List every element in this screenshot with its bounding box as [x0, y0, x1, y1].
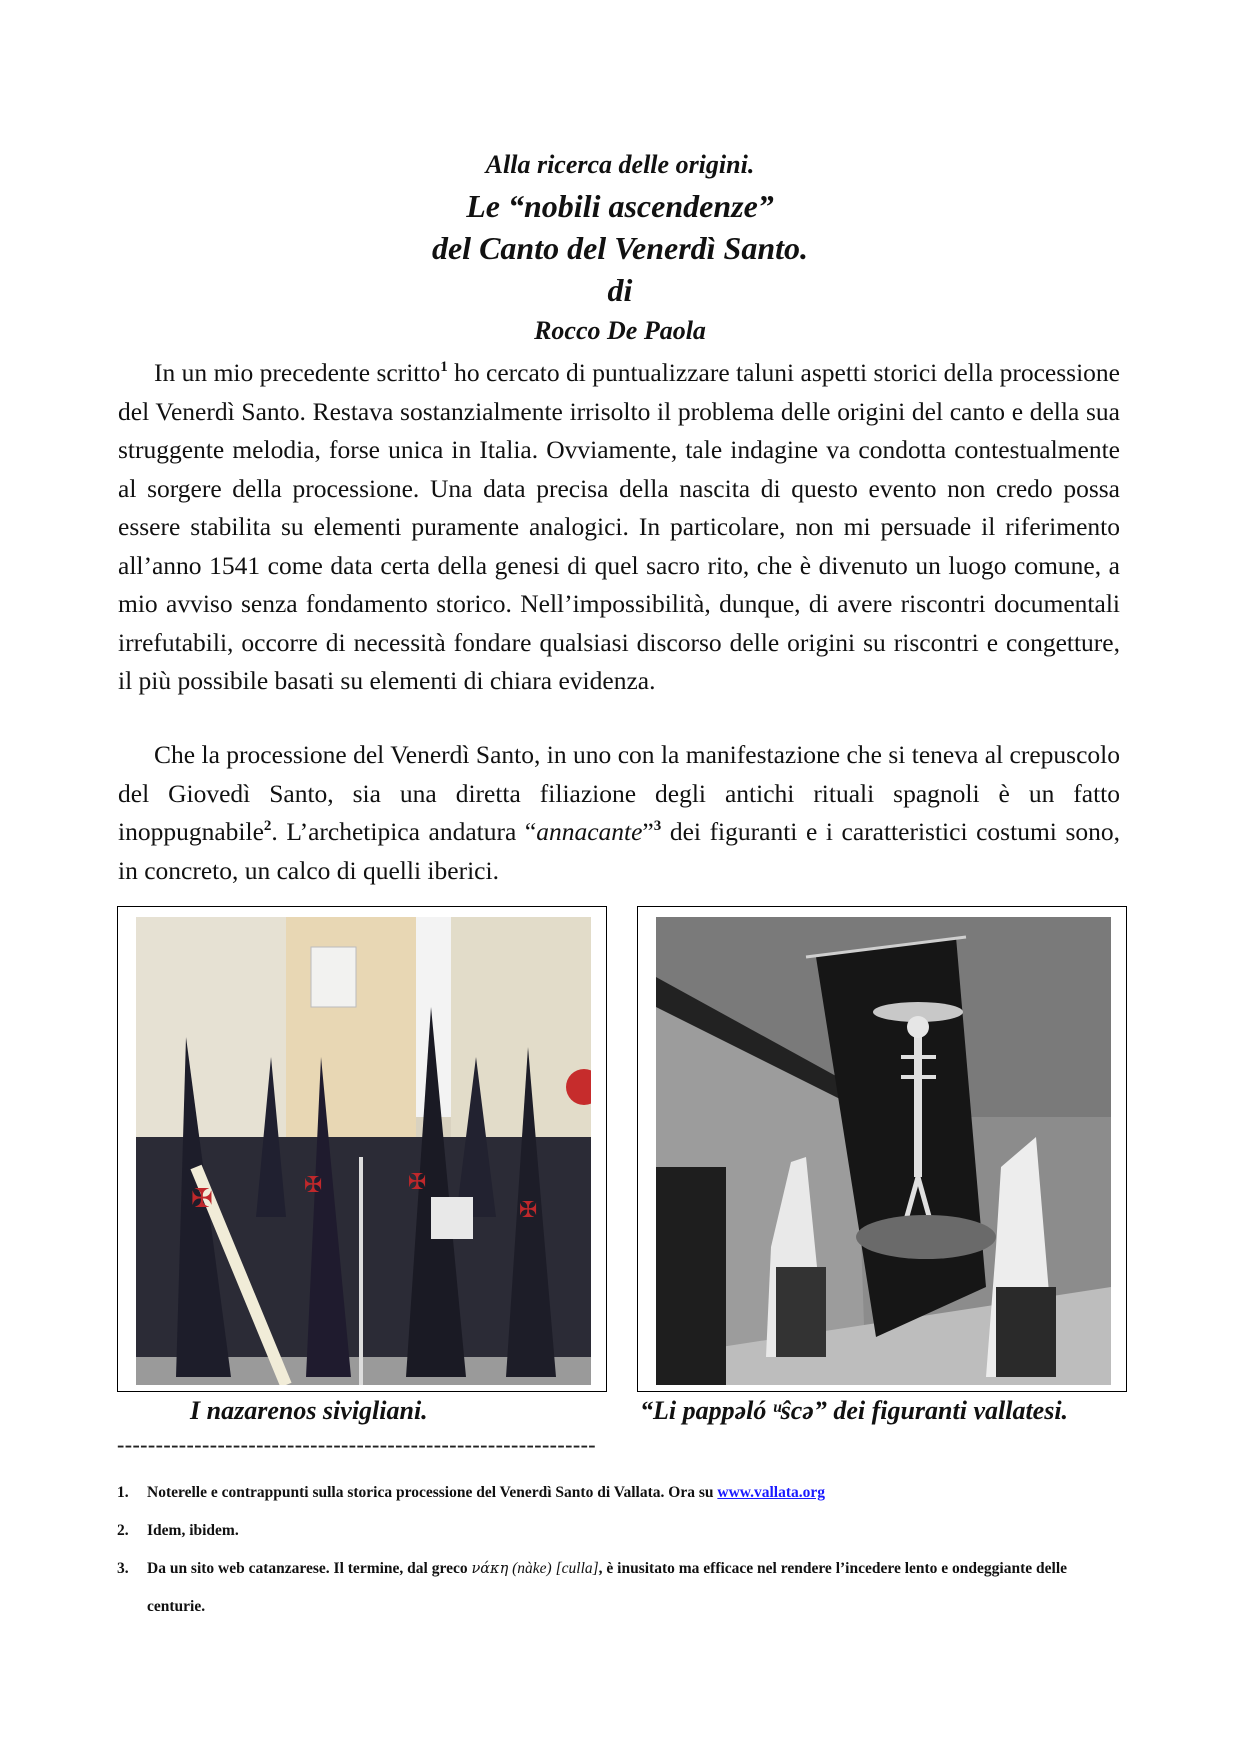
vallata-link[interactable]: www.vallata.org [717, 1484, 826, 1501]
footnote-2 [117, 1512, 1127, 1550]
svg-text:✠: ✠ [304, 1173, 323, 1198]
title-line-2: Le “nobili ascendenze” [466, 188, 774, 224]
footnote-number: 1. [117, 1484, 129, 1501]
p1-text-b: ho cercato di puntualizzare taluni aspetti storici della processione del Venerdì Santo. Restava sostanzialmente irrisolto il problema delle origini del canto e della sua struggente melodia, forse unica in Italia. Ovviamente, tale indagine va condotta contestualmente al sorgere della processione. Una data precisa della nascita di questo evento non credo possa essere stabilita su elementi puramente analogici. In particolare, non mi persuade il riferimento all’anno 1541 come data certa della genesi di quel sacro rito, che è divenuto un luogo comune, a mio avviso senza fondamento storico. Nell’impossibilità, dunque, di avere riscontri documentali irrefutabili, occorre di necessità fondare qualsiasi discorso delle origini su riscontri e congetture, il più possibile basati su elementi di chiara evidenza. [118, 358, 1120, 695]
photo-frame-figuranti [637, 906, 1127, 1392]
greek-word: νάκη [471, 1561, 509, 1577]
svg-text:✠: ✠ [191, 1184, 213, 1214]
footnotes [117, 1474, 1127, 1626]
p2-text-a: Che la processione del Venerdì Santo, in uno con la manifestazione che si teneva al crepuscolo del Giovedì Santo, sia una diretta filiazione degli antichi rituali spagnoli è un fatto inoppugnabile [118, 740, 1120, 846]
footnote-3 [117, 1550, 1127, 1626]
footnote-text-b: , è inusitato ma efficace nel rendere l’incedere lento e ondeggiante delle centurie. [147, 1560, 1068, 1615]
footnote-ref-1[interactable]: 1 [440, 359, 448, 375]
footnote-ref-2[interactable]: 2 [263, 818, 272, 834]
p2-text-c: ” [642, 817, 654, 846]
paragraph-2 [118, 736, 1120, 890]
footnote-ref-3[interactable]: 3 [653, 818, 662, 834]
footnote-text: Idem, ibidem. [147, 1522, 239, 1539]
p2-text-d: dei figuranti e i caratteristici costumi sono, in concreto, un calco di quelli iberici. [118, 817, 1120, 885]
transliteration: (nàke) [culla] [508, 1560, 599, 1577]
svg-text:✠: ✠ [408, 1170, 427, 1195]
photo-frame-nazarenos [117, 906, 607, 1392]
author-name: Rocco De Paola [534, 316, 706, 345]
title-line-3: del Canto del Venerdì Santo. [431, 230, 809, 266]
photo-figuranti [656, 917, 1111, 1385]
p2-italic-word: annacante [536, 817, 643, 846]
footnote-number: 2. [117, 1522, 129, 1539]
footnote-separator: -------------------------------------------------------------- [117, 1432, 597, 1457]
footnote-number: 3. [117, 1560, 129, 1577]
figure-caption-1: I nazarenos sivigliani. [190, 1396, 428, 1425]
p2-text-b: . L’archetipica andatura “ [271, 817, 537, 846]
svg-text:✠: ✠ [519, 1198, 538, 1223]
title-di: di [607, 272, 633, 308]
footnote-1 [117, 1474, 1127, 1512]
title-line-1: Alla ricerca delle origini. [485, 150, 755, 179]
figure-caption-2: “Li pappəló ᵘŝcə” dei figuranti vallatesi. [640, 1396, 1069, 1425]
photo-nazarenos [136, 917, 591, 1385]
footnote-text-a: Da un sito web catanzarese. Il termine, dal greco [147, 1560, 472, 1577]
footnote-text: Noterelle e contrappunti sulla storica processione del Venerdì Santo di Vallata. Ora su [147, 1484, 718, 1501]
paragraph-1 [118, 354, 1120, 701]
p1-text-a: In un mio precedente scritto [154, 358, 441, 387]
